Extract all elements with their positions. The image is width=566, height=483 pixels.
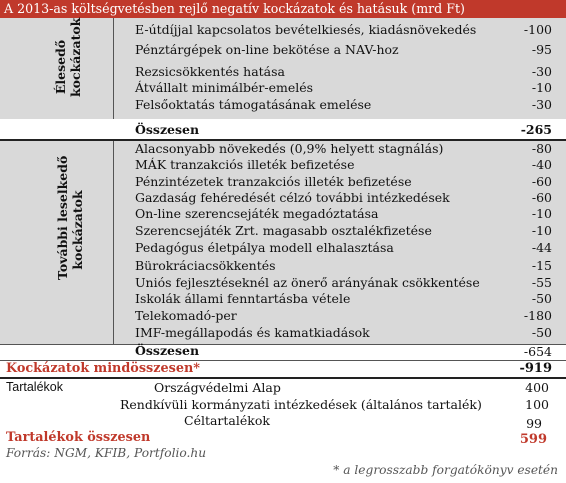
row-label: Pénzintézetek tranzakciós illeték befizetése	[135, 174, 412, 189]
row-value: -60	[531, 174, 552, 189]
risks-total-rule	[0, 377, 566, 379]
row-label: Országvédelmi Alap	[154, 380, 281, 395]
row-label: Céltartalékok	[184, 413, 270, 428]
row-value: -50	[531, 291, 552, 306]
row-label: MÁK tranzakciós illeték befizetése	[135, 157, 355, 172]
row-value: -80	[531, 141, 552, 156]
reserves-total-value: 599	[519, 432, 547, 447]
footnote: * a legrosszabb forgatókönyv esetén	[333, 463, 558, 477]
group2-rule	[0, 344, 566, 345]
row-value: -95	[531, 42, 552, 57]
row-value: -10	[531, 206, 552, 221]
row-label: Alacsonyabb növekedés (0,9% helyett stagnálás)	[135, 141, 444, 156]
row-value: -30	[531, 97, 552, 112]
row-value: -44	[531, 240, 552, 255]
group2-total-label: Összesen	[135, 343, 200, 358]
row-label: On-line szerencsejáték megadóztatása	[135, 206, 379, 221]
group1-total-band	[0, 119, 566, 139]
row-value: -15	[531, 258, 552, 273]
risks-total-label: Kockázatok mindösszesen*	[6, 361, 201, 376]
row-value: 100	[525, 397, 549, 412]
group2-divider	[113, 141, 114, 345]
row-label: IMF-megállapodás és kamatkiadások	[135, 325, 370, 340]
row-label: Átvállalt minimálbér-emelés	[135, 80, 314, 95]
group2-label: További leselkedő kockázatok	[55, 155, 85, 280]
row-label: Iskolák állami fenntartásba vétele	[135, 291, 351, 306]
row-label: E-útdíjjal kapcsolatos bevételkiesés, kiadásnövekedés	[135, 22, 477, 37]
row-label: Uniós fejlesztéseknél az önerő arányának csökkentése	[135, 275, 480, 290]
row-label: Pedagógus életpálya modell elhalasztása	[135, 240, 394, 255]
row-value: -180	[523, 308, 552, 323]
row-label: Pénztárgépek on-line bekötése a NAV-hoz	[135, 42, 399, 57]
row-value: -60	[531, 190, 552, 205]
row-label: Felsőoktatás támogatásának emelése	[135, 97, 372, 112]
row-label: Szerencsejáték Zrt. magasabb osztalékfizetése	[135, 223, 432, 238]
row-value: -50	[531, 325, 552, 340]
group1-divider	[113, 18, 114, 119]
row-value: 400	[525, 380, 549, 395]
table-title: A 2013-as költségvetésben rejlő negatív kockázatok és hatásuk (mrd Ft)	[0, 0, 566, 18]
row-value: 99	[526, 416, 542, 431]
row-label: Gazdaság fehéredését célzó további intézkedések	[135, 190, 450, 205]
group1-label: Élesedő kockázatok	[53, 17, 83, 97]
row-label: Telekomadó-per	[135, 308, 237, 323]
reserves-total-label: Tartalékok összesen	[6, 430, 151, 445]
group1-total-label: Összesen	[135, 122, 200, 137]
row-value: -30	[531, 64, 552, 79]
group1-total-value: -265	[520, 122, 552, 137]
row-label: Rezsicsökkentés hatása	[135, 64, 285, 79]
reserves-section-label: Tartalékok	[6, 380, 63, 394]
risks-total-value: -919	[519, 361, 552, 376]
row-value: -100	[523, 22, 552, 37]
row-value: -10	[531, 223, 552, 238]
row-value: -55	[531, 275, 552, 290]
group2-total-value: -654	[523, 344, 552, 359]
row-label: Bürokráciacsökkentés	[135, 258, 276, 273]
row-value: -10	[531, 80, 552, 95]
source-note: Forrás: NGM, KFIB, Portfolio.hu	[6, 446, 207, 460]
row-label: Rendkívüli kormányzati intézkedések (általános tartalék)	[120, 397, 482, 412]
row-value: -40	[531, 157, 552, 172]
